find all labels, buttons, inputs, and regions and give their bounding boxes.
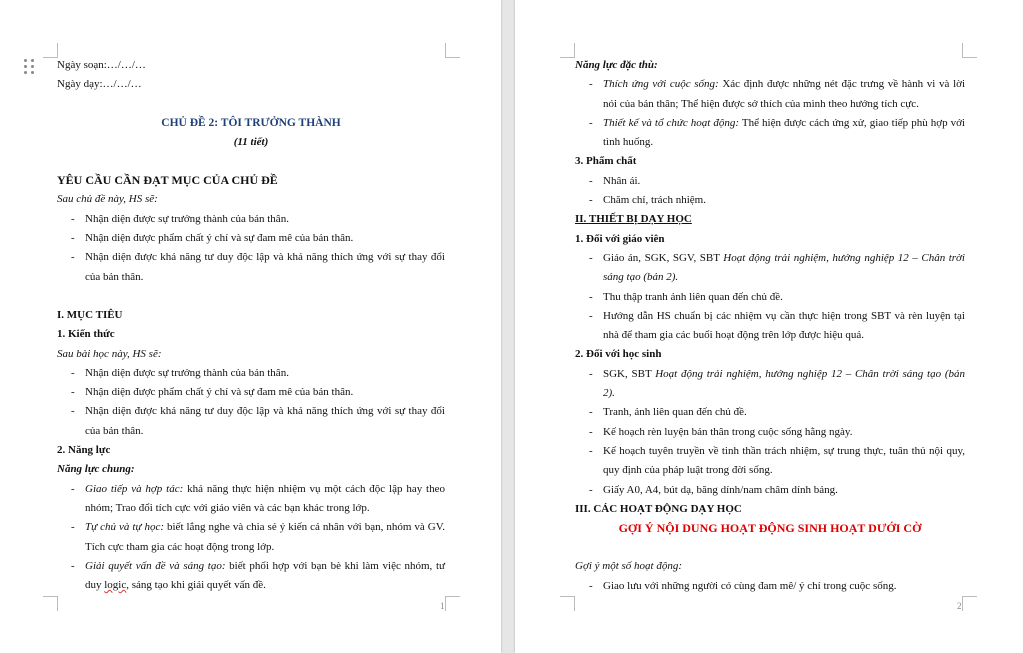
item-text: biết phối hợp với bạn bè khi làm việc nhóm, tư duy xyxy=(85,559,445,592)
list-item: - Hướng dẫn HS chuẩn bị các nhiệm vụ cần thực hiện trong SBT và rèn luyện tại nhà để tham gia các buổi hoạt động trên lớp được hiệu quả. xyxy=(575,307,965,346)
item-italic-text: Hoạt động trải nghiệm, hướng nghiệp 12 – Chân trời sáng tạo (bản 2). xyxy=(603,251,965,284)
list-item: - Nhân ái. xyxy=(575,172,965,191)
list-item: - Chăm chỉ, trách nhiệm. xyxy=(575,191,965,210)
section-heading: III. CÁC HOẠT ĐỘNG DẠY HỌC xyxy=(575,502,742,515)
list-item: - Nhận diện được phẩm chất ý chí và sự đam mê của bản thân. xyxy=(57,229,445,248)
list-item xyxy=(57,518,445,557)
list-item: - Nhận diện được sự trưởng thành của bản thân. xyxy=(57,210,445,229)
list-item: - Nhận diện được sự trưởng thành của bản thân. xyxy=(57,364,445,383)
list-item: - Giấy A0, A4, bút dạ, băng dính/nam châm dính bảng. xyxy=(575,481,965,500)
page-number: 1 xyxy=(440,601,445,611)
item-label: Thích ứng với cuộc sống: xyxy=(603,78,719,91)
subsection-heading: 3. Phẩm chất xyxy=(575,155,637,168)
list-item: - Kế hoạch tuyên truyền về tinh thần trách nhiệm, sự trung thực, tuân thủ nội quy, quy định của pháp luật trong đời sống. xyxy=(575,442,965,481)
list-item xyxy=(57,480,445,519)
item-text: Thể hiện được cách ứng xử, giao tiếp phù hợp với tình huống. xyxy=(603,116,965,149)
list-item: - Thu thập tranh ảnh liên quan đến chủ đề. xyxy=(575,288,965,307)
margin-corner-mark xyxy=(560,596,575,611)
list-item: - Giao lưu với những người có cùng đam mê/ ý chí trong cuộc sống. xyxy=(575,577,965,596)
item-text: biết lắng nghe và chia sẻ ý kiến cá nhân với bạn, nhóm và GV. Tích cực tham gia các hoạt động trong lớp. xyxy=(85,521,445,553)
list-item: - Nhận diện được phẩm chất ý chí và sự đam mê của bản thân. xyxy=(57,383,445,402)
item-text: SGK, SBT xyxy=(603,367,656,380)
item-label: Thiết kế và tổ chức hoạt động: xyxy=(603,116,740,129)
drag-handle-icon[interactable] xyxy=(24,59,36,75)
list-item xyxy=(575,114,965,153)
activity-title: GỢI Ý NỘI DUNG HOẠT ĐỘNG SINH HOẠT DƯỚI CỜ xyxy=(618,521,922,536)
item-text: Xác định được những nét đặc trưng về hành vi và lời nói của bản thân; Thể hiện được sở thích của mình theo hướng tích cực. xyxy=(603,78,965,110)
item-label: Giao tiếp và hợp tác: xyxy=(85,482,184,495)
list-item xyxy=(57,557,445,596)
item-label: Tự chủ và tự học: xyxy=(85,521,164,534)
page-1-content xyxy=(57,56,445,595)
section-heading: II. THIẾT BỊ DẠY HỌC xyxy=(575,213,692,226)
list-item xyxy=(575,365,965,404)
specific-competence-label: Năng lực đặc thù: xyxy=(575,59,658,71)
list-item: - Nhận diện được khả năng tư duy độc lập và khả năng thích ứng với sự thay đổi của bản thân. xyxy=(57,402,445,441)
subsection-heading: 1. Đối với giáo viên xyxy=(575,232,665,245)
list-item: - Tranh, ảnh liên quan đến chủ đề. xyxy=(575,403,965,422)
page-number: 2 xyxy=(957,601,962,611)
margin-corner-mark xyxy=(43,596,58,611)
date-taught: Ngày dạy:…/…/… xyxy=(57,78,142,91)
subsection-heading: 1. Kiến thức xyxy=(57,328,115,341)
topic-title: CHỦ ĐỀ 2: TÔI TRƯỞNG THÀNH xyxy=(161,116,341,129)
suggestion-heading: Gợi ý một số hoạt động: xyxy=(575,560,683,573)
page-2-content xyxy=(575,56,965,596)
subsection-heading: 2. Đối với học sinh xyxy=(575,348,662,361)
item-text: khả năng thực hiện nhiệm vụ một cách độc lập hay theo nhóm; Trao đổi tích cực với giáo viên và các bạn khác trong lớp. xyxy=(85,482,445,514)
section-heading: I. MỤC TIÊU xyxy=(57,308,123,321)
general-competence-label: Năng lực chung: xyxy=(57,463,135,476)
spelling-flagged-word[interactable]: logic xyxy=(104,579,127,592)
item-text: Giáo án, SGK, SGV, SBT xyxy=(603,251,724,264)
list-item xyxy=(575,249,965,288)
list-item: - Nhận diện được khả năng tư duy độc lập và khả năng thích ứng với sự thay đổi của bản thân. xyxy=(57,248,445,287)
item-label: Giải quyết vấn đề và sáng tạo: xyxy=(85,559,226,572)
requirements-intro: Sau chủ đề này, HS sẽ: xyxy=(57,193,158,206)
knowledge-intro: Sau bài học này, HS sẽ: xyxy=(57,347,162,360)
margin-corner-mark xyxy=(43,43,58,58)
requirements-heading: YÊU CẦU CẦN ĐẠT MỤC CỦA CHỦ ĐỀ xyxy=(57,173,278,188)
margin-corner-mark xyxy=(445,43,460,58)
margin-corner-mark xyxy=(560,43,575,58)
margin-corner-mark xyxy=(445,596,460,611)
margin-corner-mark xyxy=(962,596,977,611)
topic-periods: (11 tiết) xyxy=(233,135,269,148)
item-italic-text: Hoạt động trải nghiệm, hướng nghiệp 12 – Chân trời sáng tạo (bản 2). xyxy=(603,367,966,400)
item-text: , sáng tạo khi giải quyết vấn đề. xyxy=(126,579,266,592)
subsection-heading: 2. Năng lực xyxy=(57,444,111,457)
list-item xyxy=(575,75,965,114)
date-prepared: Ngày soạn:…/…/… xyxy=(57,59,146,71)
list-item: - Kế hoạch rèn luyện bản thân trong cuộc sống hằng ngày. xyxy=(575,423,965,442)
